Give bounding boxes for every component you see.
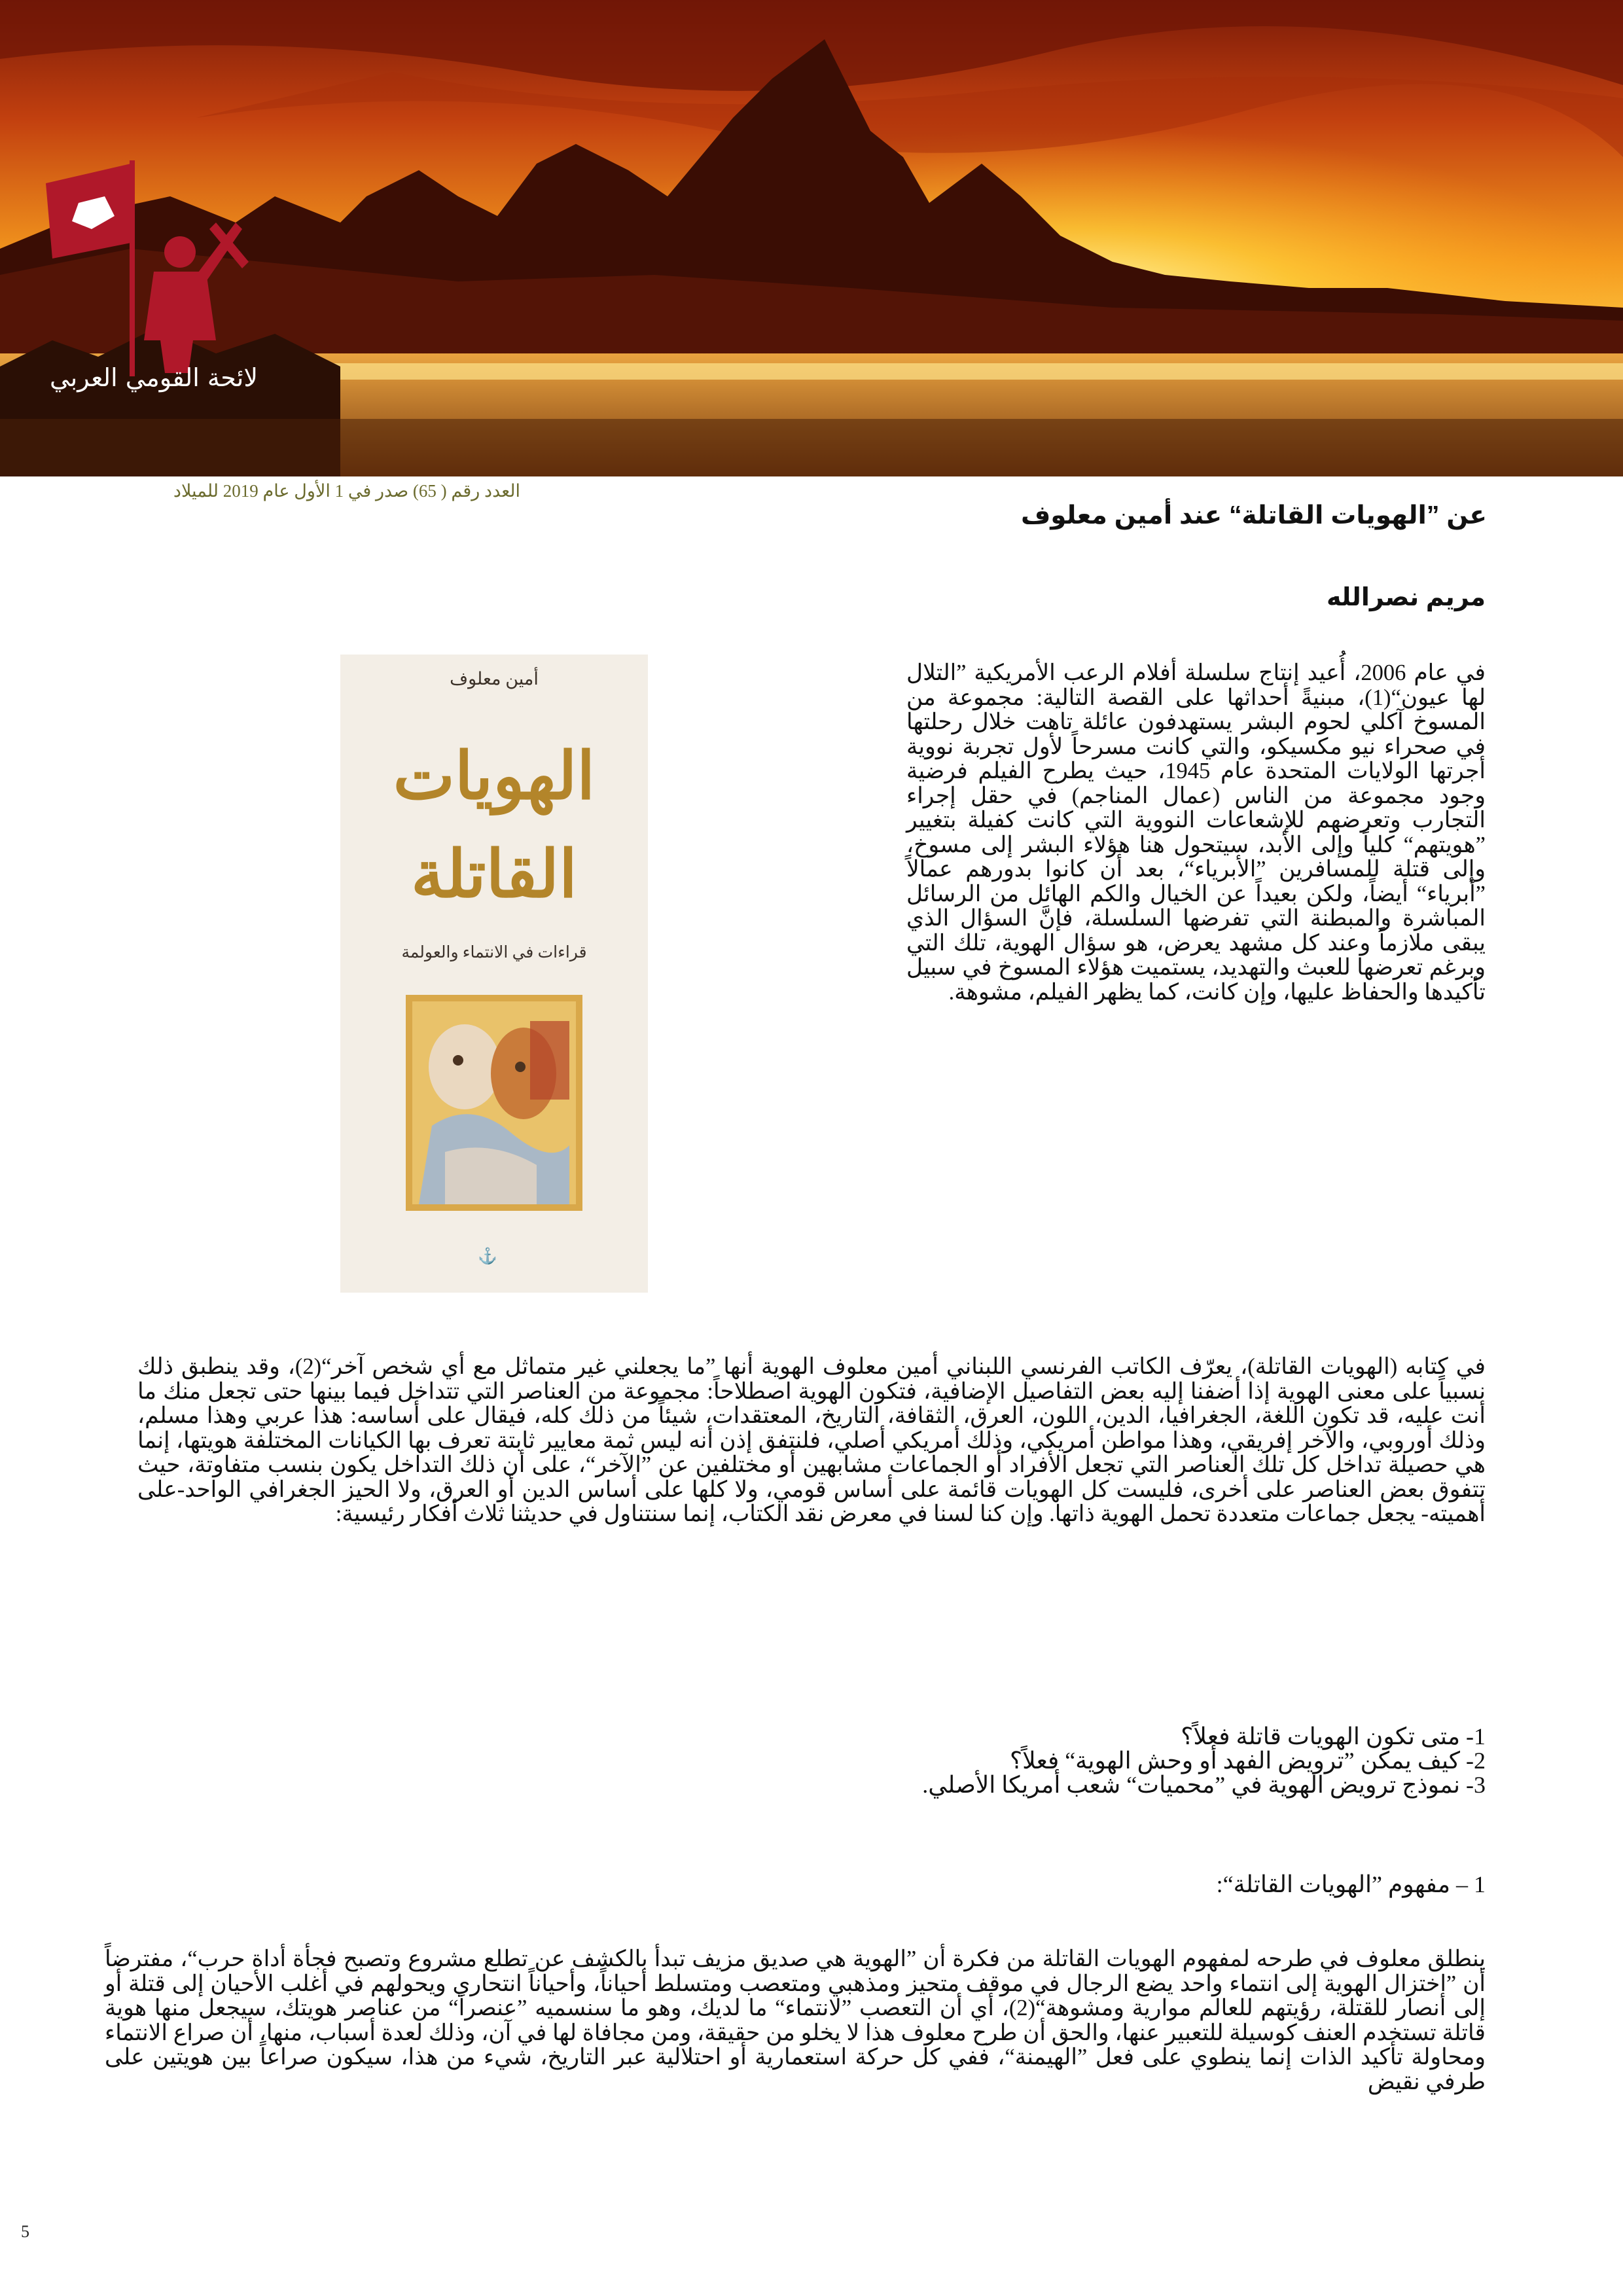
article-title: عن ”الهويات القاتلة“ عند أمين معلوف [1021, 501, 1487, 529]
list-item: 3- نموذج ترويض الهوية في ”محميات“ شعب أمريكا الأصلي. [922, 1772, 1486, 1798]
main-ideas-list [137, 1725, 1486, 1797]
arab-nationalist-logo [20, 144, 281, 393]
section-heading: 1 – مفهوم ”الهويات القاتلة“: [1216, 1871, 1486, 1897]
book-cover-subtitle: قراءات في الانتماء والعولمة [401, 944, 587, 961]
section-paragraph: ينطلق معلوف في طرحه لمفهوم الهويات القاتلة من فكرة أن ”الهوية هي صديق مزيف تبدأ بالكشف عن تطلع مشروع وتصبح فجأة أداة حرب“، مفترضاً أن ”اختزال الهوية إلى انتماء واحد يضع الرجال في موقف متحيز ومذهبي ومتعصب ومتسلط أحياناً، وأحياناً انتحاري ويحولهم في أغلب الأحيان إلى قتلة أو إلى أنصار للقتلة، رؤيتهم للعالم موارية ومشوهة“(2)، أي أن التعصب ”لانتماء“ ما لديك، وهو ما سنسميه ”عنصراً“ من عناصر هويتك، سيجعل منها هوية قاتلة تستخدم العنف كوسيلة للتعبير عنها، والحق أن طرح معلوف هذا لا يخلو من حقيقة، ومن مجافاة لها في آن، وذلك لعدة أسباب، منها، أن صراع الانتماء ومحاولة تأكيد الذات إنما ينطوي على فعل ”الهيمنة“، ففي كل حركة استعمارية أو احتلالية عبر التاريخ، شيء من هذا، سيكون صراعاً بين هويتين على طرفي نقيض [105, 1946, 1486, 2094]
book-cover-image [340, 655, 648, 1293]
logo-label: لائحة القومي العربي [49, 363, 258, 392]
page-number: 5 [21, 2222, 29, 2241]
intro-paragraph: في عام 2006، أُعيد إنتاج سلسلة أفلام الرعب الأمريكية ”التلال لها عيون“(1)، مبنيةً أحداثها على القصة التالية: مجموعة من المسوخ آكلي لحوم البشر يستهدفون عائلة تاهت خلال رحلتها في صحراء نيو مكسيكو، والتي كانت مسرحاً لأول تجربة نووية أجرتها الولايات المتحدة عام 1945، حيث يطرح الفيلم فرضية وجود مجموعة من الناس (عمال المناجم) في حقل إجراء التجارب وتعرضهم للإشعاعات النووية التي كانت كفيلة بتغيير ”هويتهم“ كلياً وإلى الأبد، سيتحول هنا هؤلاء البشر إلى مسوخ، وإلى قتلة للمسافرين ”الأبرياء“، بعد أن كانوا بدورهم عمالاً ”أبرياء“ أيضاً، ولكن بعيداً عن الخيال والكم الهائل من الرسائل المباشرة والمبطنة التي تفرضها السلسلة، فإنَّ السؤال الذي يبقى ملازماً وعند كل مشهد يعرض، هو سؤال الهوية، تلك التي وبرغم تعرضها للعبث والتهديد، يستميت هؤلاء المسوخ في سبيل تأكيدها والحفاظ عليها، وإن كانت، كما يظهر الفيلم، مشوهة. [906, 660, 1486, 1005]
book-cover-author: أمين معلوف [450, 669, 539, 689]
book-cover-painting [406, 995, 582, 1211]
list-item: 2- كيف يمكن ”ترويض الفهد أو وحش الهوية“ فعلاً؟ [1010, 1748, 1486, 1774]
issue-line: العدد رقم ( 65) صدر في 1 الأول عام 2019 للميلاد [173, 481, 520, 501]
book-cover-title: الهويات القاتلة [393, 737, 596, 912]
publisher-mark-icon: ⚓ [478, 1248, 497, 1265]
definition-paragraph: في كتابه (الهويات القاتلة)، يعرّف الكاتب الفرنسي اللبناني أمين معلوف الهوية أنها ”ما يجعلني غير متماثل مع أي شخص آخر“(2)، وقد ينطبق ذلك نسبياً على معنى الهوية إذا أضفنا إليه بعض التفاصيل الإضافية، فتكون الهوية اصطلاحاً: مجموعة من العناصر التي تتداخل فيما بينها حتى تجعل منك ما أنت عليه، قد تكون اللغة، الجغرافيا، الدين، اللون، العرق، الثقافة، التاريخ، المعتقدات، شيئاً من ذلك كله، فيقال على أساسه: هذا عربي وهذا مسلم، وذلك أوروبي، والآخر إفريقي، وهذا مواطن أمريكي، وذلك أمريكي أصلي، فلنتفق إذن أنه ليس ثمة معايير ثابتة تعرف بها الكيانات المختلفة هويتها، إنما هي حصيلة تداخل كل تلك العناصر التي تجعل الأفراد أو الجماعات مشابهين أو مختلفين عن ”الآخر“، على أن ذلك التداخل يكون بنسب متفاوتة، حيث تتفوق بعض العناصر على أخرى، فليست كل الهويات قائمة على أساس قومي، ولا كلها على أساس الدين أو العرق، ولا الحيز الجغرافي الواحد-على أهميته- يجعل جماعات متعددة تحمل الهوية ذاتها. وإن كنا لسنا في معرض نقد الكتاب، إنما سنتناول في حديثنا ثلاث أفكار رئيسية: [137, 1354, 1486, 1526]
header-banner [0, 0, 1623, 476]
list-item: 1- متى تكون الهويات قاتلة فعلاً؟ [1181, 1723, 1486, 1749]
article-author: مريم نصرالله [1327, 584, 1486, 611]
